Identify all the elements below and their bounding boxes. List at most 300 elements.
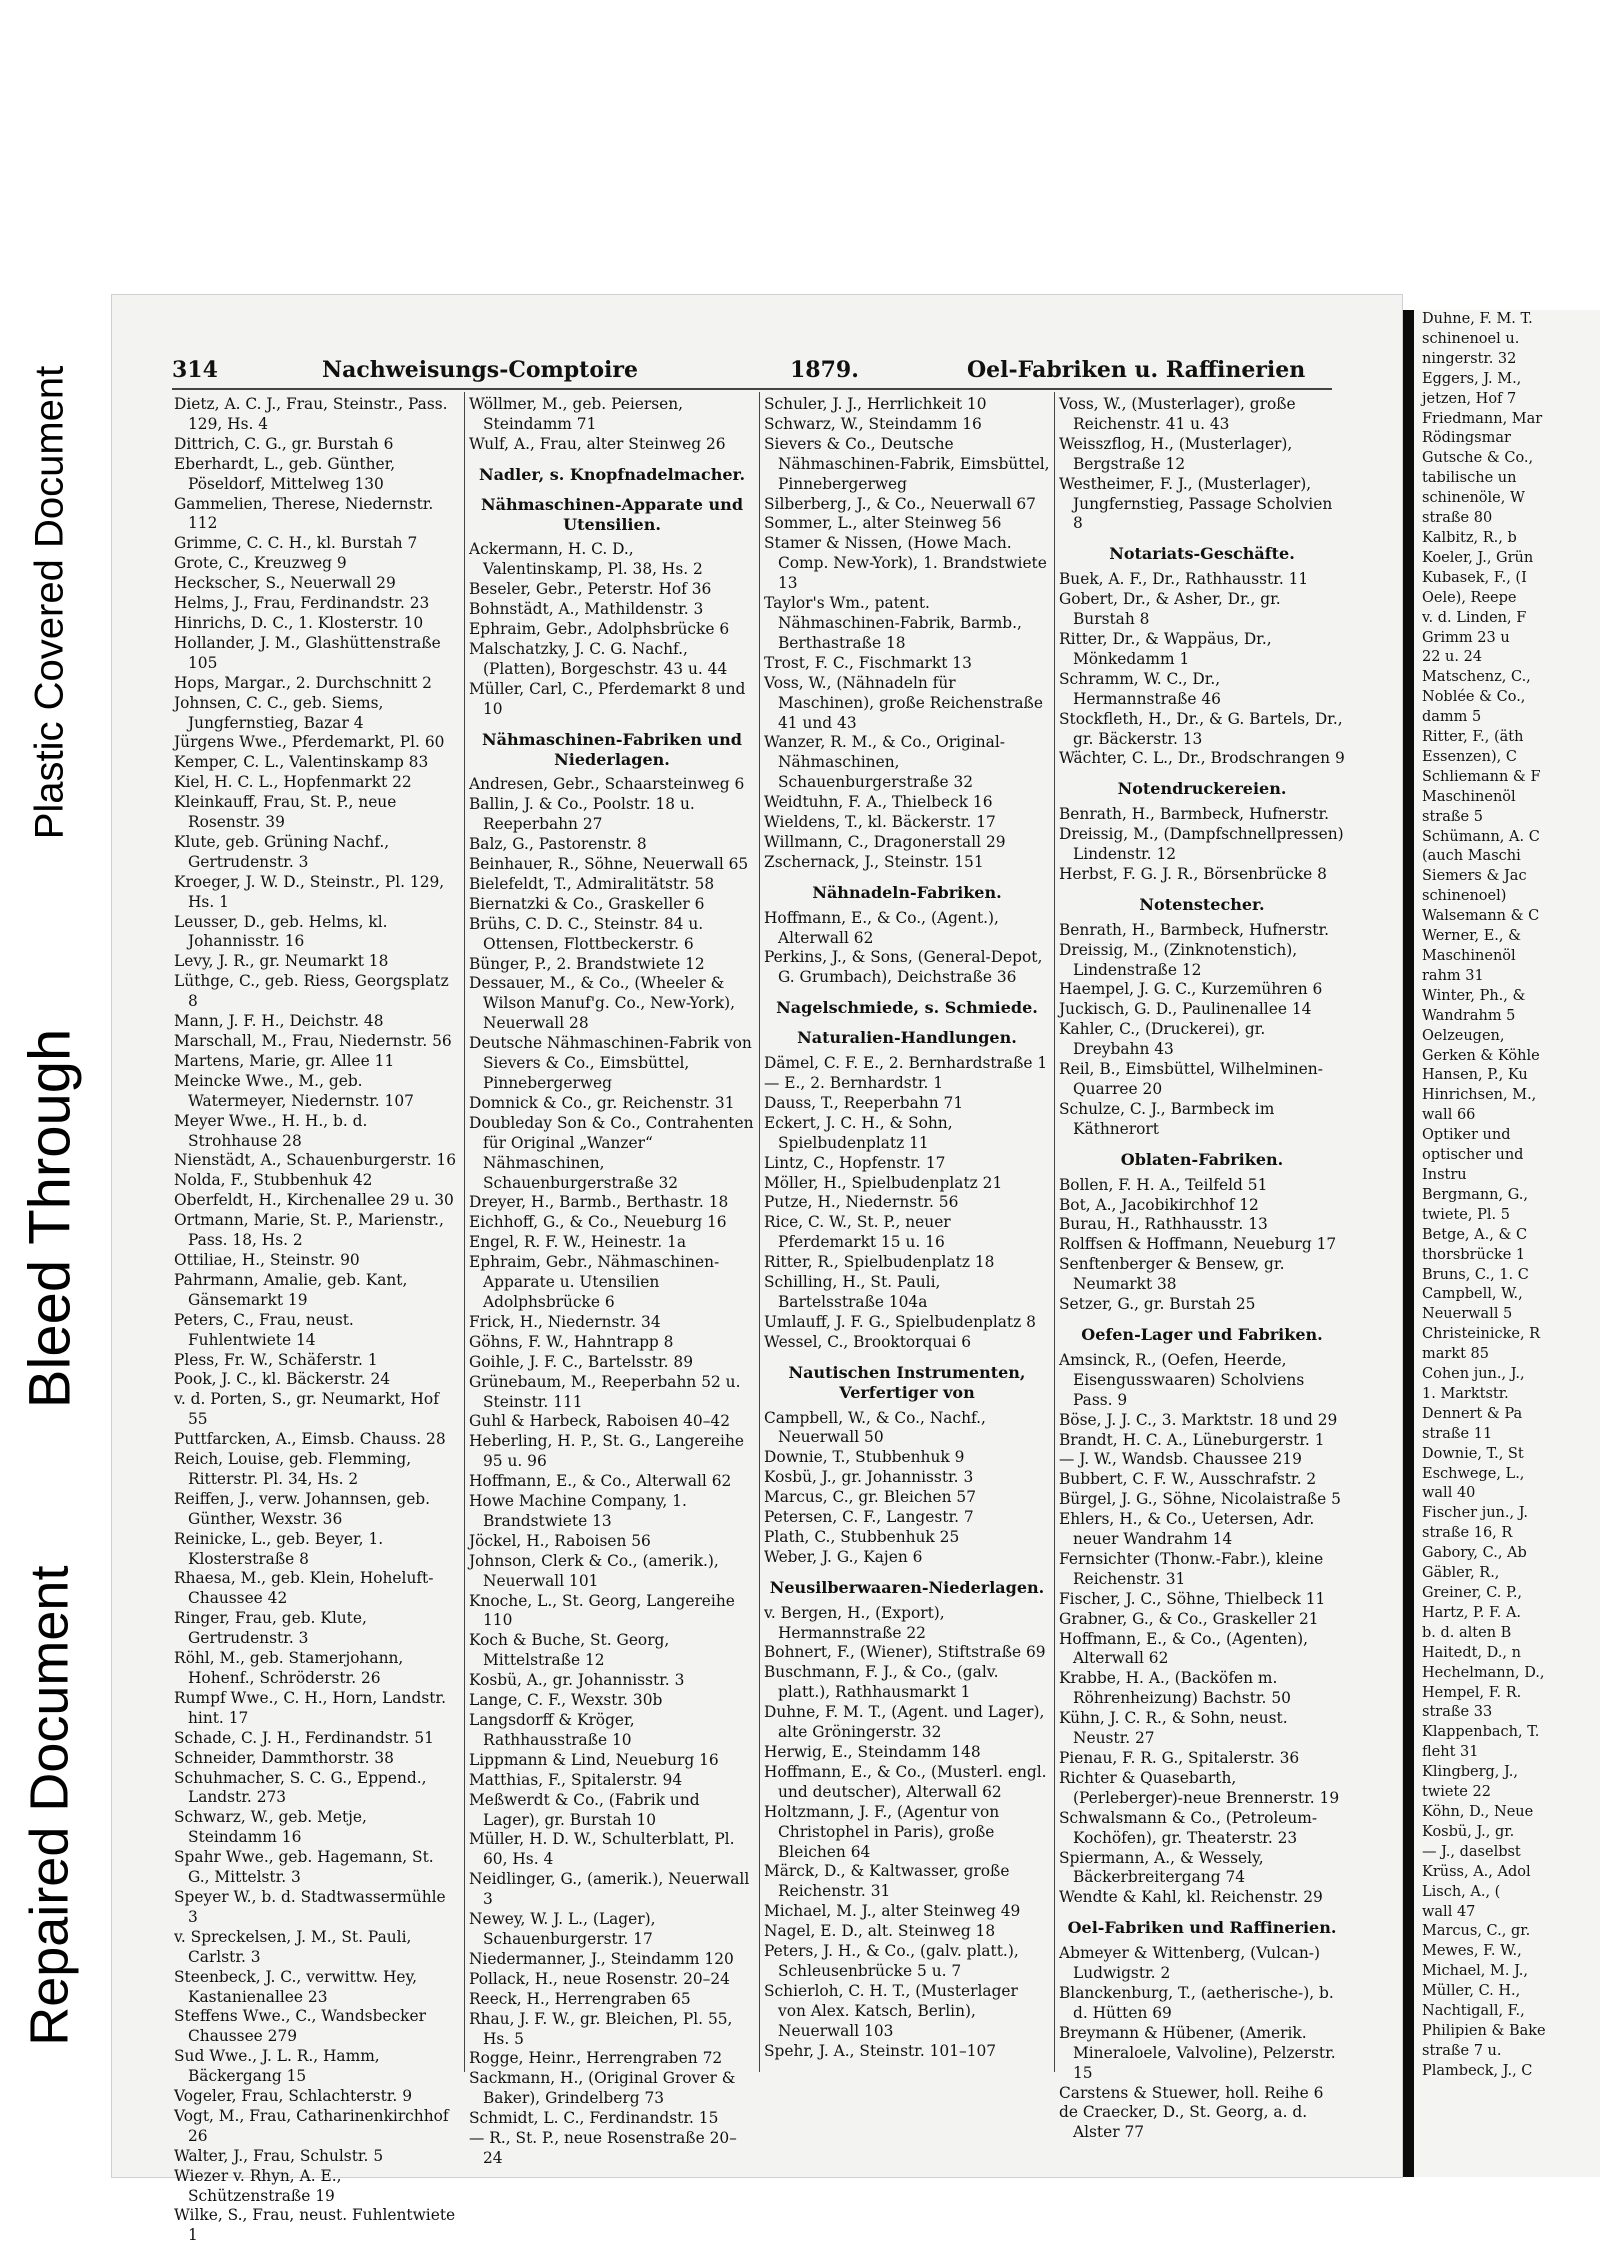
directory-entry: Kroeger, J. W. D., Steinstr., Pl. 129, Hs. 1	[174, 872, 445, 911]
directory-entry: Knoche, L., St. Georg, Langereihe 110	[469, 1591, 735, 1630]
directory-entry: Sackmann, H., (Original Grover & Baker), Grindelberg 73	[469, 2069, 736, 2108]
adjacent-page-text: v. d. Linden, F	[1422, 609, 1527, 626]
adjacent-page-text: twiete 22	[1422, 1784, 1491, 1801]
adjacent-page-text: Schümann, A. C	[1422, 828, 1540, 845]
adjacent-page-text: straße 5	[1422, 808, 1483, 825]
directory-entry: Lüthge, C., geb. Riess, Georgsplatz 8	[174, 972, 449, 1011]
directory-entry: Müller, H. D. W., Schulterblatt, Pl. 60, Hs. 4	[469, 1830, 735, 1869]
directory-entry: Märck, D., & Kaltwasser, große Reichenstr. 31	[764, 1862, 1010, 1901]
running-title-right: Oel-Fabriken u. Raffinerien	[967, 357, 1306, 383]
directory-entry: Putze, H., Niedernstr. 56	[764, 1193, 959, 1212]
directory-entry: Puttfarcken, A., Eimsb. Chauss. 28	[174, 1430, 446, 1449]
adjacent-page-text: Dennert & Pa	[1422, 1405, 1523, 1422]
directory-entry: Schmidt, L. C., Ferdinandstr. 15	[469, 2109, 719, 2128]
adjacent-page-text: Campbell, W.,	[1422, 1286, 1523, 1303]
adjacent-page-text: Essenzen), C	[1422, 748, 1517, 765]
directory-entry: Wessel, C., Brooktorquai 6	[764, 1332, 972, 1351]
directory-entry: Ritter, R., Spielbudenplatz 18	[764, 1253, 995, 1272]
directory-entry: Spiermann, A., & Wessely, Bäckerbreitergang 74	[1059, 1848, 1264, 1887]
section-heading: Naturalien-Handlungen.	[797, 1028, 1017, 1048]
directory-entry: Balz, G., Pastorenstr. 8	[469, 835, 647, 854]
adjacent-page-text: thorsbrücke 1	[1422, 1246, 1526, 1263]
directory-entry: Pollack, H., neue Rosenstr. 20–24	[469, 1969, 730, 1988]
adjacent-page-text: 22 u. 24	[1422, 649, 1483, 666]
adjacent-page-text: Kalbitz, R., b	[1422, 529, 1517, 546]
adjacent-page-text: Rödingsmar	[1422, 430, 1511, 447]
directory-entry: Wendte & Kahl, kl. Reichenstr. 29	[1059, 1888, 1323, 1907]
directory-entry: Marschall, M., Frau, Niedernstr. 56	[174, 1032, 452, 1050]
adjacent-page-text: Cohen jun., J.,	[1422, 1366, 1525, 1383]
section-heading: Notenstecher.	[1139, 894, 1265, 914]
column-divider	[1054, 392, 1055, 2072]
adjacent-page-text: Siemers & Jac	[1422, 868, 1527, 885]
directory-entry: Zschernack, J., Steinstr. 151	[764, 852, 984, 871]
adjacent-page-text: Eschwege, L.,	[1422, 1465, 1525, 1482]
overlay-labels-panel	[0, 0, 100, 2177]
directory-entry: Schneider, Dammthorstr. 38	[174, 1748, 394, 1767]
directory-entry: Eckert, J. C. H., & Sohn, Spielbudenplatz 11	[764, 1113, 953, 1152]
year: 1879.	[790, 357, 859, 383]
adjacent-page-text: Philipien & Bake	[1422, 2022, 1546, 2039]
directory-entry: Westheimer, F. J., (Musterlager), Jungfernstieg, Passage Scholvien 8	[1059, 474, 1333, 533]
directory-entry: Reinicke, L., geb. Beyer, 1. Klosterstraße 8	[174, 1529, 384, 1568]
adjacent-page-text: wall 40	[1422, 1485, 1476, 1502]
directory-entry: Schwarz, W., Steindamm 16	[764, 414, 982, 433]
adjacent-page-text: Bergmann, G.,	[1422, 1186, 1529, 1203]
adjacent-page-text: Optiker und	[1422, 1127, 1511, 1144]
directory-entry: Juckisch, G. D., Paulinenallee 14	[1059, 1000, 1312, 1019]
adjacent-page-text: Hartz, P. F. A.	[1422, 1604, 1522, 1621]
adjacent-page-text: b. d. alten B	[1422, 1624, 1512, 1641]
directory-entry: Böse, J. J. C., 3. Marktstr. 18 und 29	[1059, 1410, 1338, 1429]
directory-entry: Haempel, J. G. C., Kurzemühren 6	[1059, 980, 1323, 999]
directory-entry: Hoffmann, E., & Co., (Agenten), Alterwall 62	[1059, 1629, 1309, 1668]
directory-entry: Heckscher, S., Neuerwall 29	[174, 574, 396, 593]
adjacent-page-text: Friedmann, Mar	[1422, 410, 1543, 427]
directory-entry: Carstens & Stuewer, holl. Reihe 6	[1059, 2083, 1324, 2102]
adjacent-page-text: wall 47	[1422, 1903, 1476, 1920]
directory-entry: Hoffmann, E., & Co., (Musterl. engl. und deutscher), Alterwall 62	[764, 1762, 1047, 1801]
adjacent-page-text: Oele), Reepe	[1422, 589, 1517, 606]
adjacent-page-text: straße 80	[1422, 510, 1493, 527]
adjacent-page-text: rahm 31	[1422, 967, 1484, 984]
directory-entry: Marcus, C., gr. Bleichen 57	[764, 1488, 977, 1507]
column-divider	[759, 392, 760, 2072]
adjacent-page-text: — J., daselbst	[1422, 1843, 1521, 1860]
directory-entry: Guhl & Harbeck, Raboisen 40–42	[469, 1412, 731, 1431]
directory-entry: Pahrmann, Amalie, geb. Kant, Gänsemarkt 19	[174, 1270, 408, 1309]
adjacent-page-text: Ritter, F., (äth	[1422, 729, 1524, 746]
directory-entry: Ephraim, Gebr., Nähmaschinen-Apparate u. Utensilien Adolphsbrücke 6	[469, 1253, 720, 1311]
adjacent-page-fragment	[1414, 310, 1600, 2177]
directory-column-1	[174, 395, 460, 2246]
directory-entry: Rice, C. W., St. P., neuer Pferdemarkt 15 u. 16	[764, 1213, 951, 1252]
adjacent-page-text: Werner, E., &	[1422, 928, 1522, 945]
page-number: 314	[172, 357, 218, 383]
directory-entry: Malschatzky, J. C. G. Nachf., (Platten), Borgeschstr. 43 u. 44	[469, 639, 728, 678]
directory-entry: Göhns, F. W., Hahntrapp 8	[469, 1332, 674, 1351]
directory-entry: Weidtuhn, F. A., Thielbeck 16	[764, 793, 993, 812]
directory-entry: Dämel, C. F. E., 2. Bernhardstraße 1	[764, 1054, 1048, 1073]
directory-entry: Wulf, A., Frau, alter Steinweg 26	[469, 434, 726, 453]
directory-entry: v. d. Porten, S., gr. Neumarkt, Hof 55	[174, 1390, 439, 1429]
directory-entry: Deutsche Nähmaschinen-Fabrik von Sievers & Co., Eimsbüttel, Pinnebergerweg	[469, 1034, 752, 1092]
directory-entry: Nagel, E. D., alt. Steinweg 18	[764, 1922, 996, 1941]
directory-entry: Dreissig, M., (Dampfschnellpressen) Lindenstr. 12	[1059, 825, 1344, 864]
directory-column-2	[469, 395, 755, 2169]
adjacent-page-text: 1. Marktstr.	[1422, 1385, 1509, 1402]
directory-entry: Dreissig, M., (Zinknotenstich), Lindenstraße 12	[1059, 940, 1298, 979]
adjacent-page-text: Oelzeugen,	[1422, 1027, 1505, 1044]
directory-entry: Kiel, H. C. L., Hopfenmarkt 22	[174, 773, 412, 792]
directory-entry: Wöllmer, M., geb. Peiersen, Steindamm 71	[469, 395, 684, 433]
directory-entry: Dessauer, M., & Co., (Wheeler & Wilson Manuf'g. Co., New-York), Neuerwall 28	[469, 974, 736, 1033]
section-heading: Oel-Fabriken und Raffinerien.	[1067, 1918, 1337, 1938]
directory-entry: Nolda, F., Stubbenhuk 42	[174, 1171, 373, 1190]
adjacent-page-text: fleht 31	[1422, 1744, 1479, 1761]
adjacent-page-text: Matschenz, C.,	[1422, 669, 1531, 686]
directory-entry: Dauss, T., Reeperbahn 71	[764, 1093, 964, 1112]
adjacent-page-text: Klappenbach, T.	[1422, 1724, 1540, 1741]
adjacent-page-text: Christeinicke, R	[1422, 1326, 1541, 1343]
directory-entry: Fischer, J. C., Söhne, Thielbeck 11	[1059, 1589, 1326, 1608]
page-header	[172, 357, 1332, 389]
directory-entry: Pook, J. C., kl. Bäckerstr. 24	[174, 1370, 391, 1389]
directory-entry: Koch & Buche, St. Georg, Mittelstraße 12	[469, 1631, 670, 1670]
directory-entry: Jöckel, H., Raboisen 56	[469, 1531, 651, 1550]
adjacent-page-text: Instru	[1422, 1166, 1467, 1183]
directory-entry: Grote, C., Kreuzweg 9	[174, 554, 347, 573]
directory-entry: Biernatzki & Co., Graskeller 6	[469, 894, 705, 913]
gutter-top-blank	[1392, 0, 1600, 310]
directory-entry: Röhl, M., geb. Stamerjohann, Hohenf., Schröderstr. 26	[174, 1649, 404, 1687]
adjacent-page-text: Plambeck, J., C	[1422, 2062, 1533, 2079]
directory-entry: Umlauff, J. F. G., Spielbudenplatz 8	[764, 1312, 1036, 1331]
directory-entry: Hoffmann, E., & Co., Alterwall 62	[469, 1472, 732, 1491]
directory-entry: Beseler, Gebr., Peterstr. Hof 36	[469, 580, 712, 599]
adjacent-page-text: Marcus, C., gr.	[1422, 1923, 1531, 1940]
directory-entry: Vogt, M., Frau, Catharinenkirchhof 26	[174, 2106, 449, 2145]
directory-entry: Speyer W., b. d. Stadtwassermühle 3	[174, 1887, 446, 1926]
directory-entry: Benrath, H., Barmbeck, Hufnerstr.	[1059, 920, 1330, 939]
directory-entry: Pienau, F. R. G., Spitalerstr. 36	[1059, 1749, 1300, 1767]
directory-entry: Niedermanner, J., Steindamm 120	[469, 1949, 734, 1968]
directory-entry: Howe Machine Company, 1. Brandstwiete 13	[469, 1492, 687, 1530]
directory-entry: Michael, M. J., alter Steinweg 49	[764, 1902, 1021, 1921]
directory-entry: Petersen, C. F., Langestr. 7	[764, 1508, 974, 1527]
directory-entry: Downie, T., Stubbenhuk 9	[764, 1448, 965, 1467]
directory-entry: Abmeyer & Wittenberg, (Vulcan-) Ludwigstr. 2	[1059, 1944, 1321, 1983]
directory-entry: Kahler, C., (Druckerei), gr. Dreybahn 43	[1059, 1020, 1266, 1059]
adjacent-page-text: schinenoel)	[1422, 888, 1507, 905]
directory-entry: Leusser, D., geb. Helms, kl. Johannisstr. 16	[174, 912, 388, 951]
directory-entry: Benrath, H., Barmbeck, Hufnerstr.	[1059, 805, 1330, 824]
adjacent-page-text: straße 7 u.	[1422, 2042, 1502, 2059]
directory-entry: Plath, C., Stubbenhuk 25	[764, 1527, 960, 1546]
adjacent-page-text: Hechelmann, D.,	[1422, 1664, 1545, 1681]
directory-entry: Wilke, S., Frau, neust. Fuhlentwiete 1	[174, 2206, 456, 2245]
directory-entry: Buek, A. F., Dr., Rathhausstr. 11	[1059, 570, 1309, 589]
directory-entry: Pless, Fr. W., Schäferstr. 1	[174, 1350, 378, 1369]
adjacent-page-text: Krüss, A., Adol	[1422, 1863, 1531, 1880]
adjacent-page-text: Mewes, F. W.,	[1422, 1943, 1522, 1960]
directory-entry: Doubleday Son & Co., Contrahenten für Original „Wanzer“ Nähmaschinen, Schauenburgerstraße 32	[469, 1113, 754, 1192]
adjacent-page-text: straße 11	[1422, 1425, 1493, 1442]
directory-entry: v. Spreckelsen, J. M., St. Pauli, Carlstr. 3	[174, 1927, 412, 1966]
directory-entry: Matthias, F., Spitalerstr. 94	[469, 1770, 683, 1789]
directory-entry: Meincke Wwe., M., geb. Watermeyer, Niedernstr. 107	[174, 1071, 414, 1110]
directory-entry: Heberling, H. P., St. G., Langereihe 95 u. 96	[469, 1432, 744, 1471]
directory-entry: Bubbert, C. F. W., Ausschrafstr. 2	[1059, 1470, 1317, 1489]
directory-entry: Eberhardt, L., geb. Günther, Pöseldorf, Mittelweg 130	[174, 454, 396, 493]
directory-entry: Schwarz, W., geb. Metje, Steindamm 16	[174, 1808, 367, 1847]
directory-entry: Buschmann, F. J., & Co., (galv. platt.), Rathhausmarkt 1	[764, 1663, 999, 1702]
directory-entry: Bürgel, J. G., Söhne, Nicolaistraße 5	[1059, 1490, 1341, 1509]
directory-entry: Lange, C. F., Wexstr. 30b	[469, 1691, 663, 1710]
directory-entry: Wanzer, R. M., & Co., Original-Nähmaschinen, Schauenburgerstraße 32	[764, 733, 1005, 792]
directory-entry: Spahr Wwe., geb. Hagemann, St. G., Mittelstr. 3	[174, 1848, 434, 1887]
directory-entry: Voss, W., (Nähnadeln für Maschinen), große Reichenstraße 41 und 43	[764, 673, 1043, 732]
adjacent-page-text: Wandrahm 5	[1422, 1007, 1516, 1024]
directory-entry: Reich, Louise, geb. Flemming, Ritterstr. Pl. 34, Hs. 2	[174, 1450, 412, 1488]
directory-entry: Sommer, L., alter Steinweg 56	[764, 514, 1002, 533]
directory-entry: Duhne, F. M. T., (Agent. und Lager), alte Gröningerstr. 32	[764, 1703, 1045, 1742]
column-divider	[464, 392, 465, 2072]
directory-entry: Brühs, C. D. C., Steinstr. 84 u. Ottensen, Flottbeckerstr. 6	[469, 914, 704, 953]
directory-entry: Stockfleth, H., Dr., & G. Bartels, Dr., gr. Bäckerstr. 13	[1059, 709, 1343, 748]
directory-entry: Schwalsmann & Co., (Petroleum-Kochöfen), gr. Theaterstr. 23	[1059, 1808, 1318, 1847]
directory-entry: Fernsichter (Thonw.-Fabr.), kleine Reichenstr. 31	[1059, 1549, 1324, 1588]
directory-entry: Campbell, W., & Co., Nachf., Neuerwall 50	[764, 1408, 986, 1447]
directory-entry: Setzer, G., gr. Burstah 25	[1059, 1295, 1256, 1314]
adjacent-page-text: Bruns, C., 1. C	[1422, 1266, 1529, 1283]
directory-entry: Herbst, F. G. J. R., Börsenbrücke 8	[1059, 864, 1327, 883]
directory-entry: Nienstädt, A., Schauenburgerstr. 16	[174, 1151, 457, 1170]
directory-entry: Langsdorff & Kröger, Rathhausstraße 10	[469, 1711, 635, 1749]
directory-entry: Sud Wwe., J. L. R., Hamm, Bäckergang 15	[174, 2047, 380, 2086]
adjacent-page-text: Hansen, P., Ku	[1422, 1067, 1528, 1084]
directory-entry: Ottiliae, H., Steinstr. 90	[174, 1250, 360, 1269]
section-heading: Notariats-Geschäfte.	[1109, 544, 1295, 564]
adjacent-page-text: Gerken & Köhle	[1422, 1047, 1540, 1064]
directory-entry: Ballin, J. & Co., Poolstr. 18 u. Reeperbahn 27	[469, 795, 695, 834]
directory-entry: Ortmann, Marie, St. P., Marienstr., Pass. 18, Hs. 2	[174, 1211, 444, 1250]
directory-entry: Jürgens Wwe., Pferdemarkt, Pl. 60	[174, 733, 445, 752]
header-rule	[172, 388, 1332, 390]
section-heading: Nautischen Instrumenten, Verfertiger von	[788, 1362, 1026, 1402]
directory-entry: Kemper, C. L., Valentinskamp 83	[174, 753, 429, 772]
overlay-label-bleed: Bleed Through	[17, 1028, 83, 1409]
directory-entry: Rhau, J. F. W., gr. Bleichen, Pl. 55, Hs. 5	[469, 2009, 733, 2048]
directory-entry: Reil, B., Eimsbüttel, Wilhelminen-Quarree 20	[1059, 1060, 1323, 1098]
directory-entry: Müller, Carl, C., Pferdemarkt 8 und 10	[469, 679, 746, 718]
directory-entry: Schramm, W. C., Dr., Hermannstraße 46	[1059, 669, 1221, 708]
adjacent-page-text: Gabory, C., Ab	[1422, 1545, 1527, 1562]
adjacent-page-text: Lisch, A., (	[1422, 1883, 1501, 1900]
adjacent-page-text: Köhn, D., Neue	[1422, 1803, 1534, 1820]
directory-entry: Vogeler, Frau, Schlachterstr. 9	[174, 2087, 412, 2106]
directory-entry: Weber, J. G., Kajen 6	[764, 1547, 923, 1566]
directory-entry: Newey, W. J. L., (Lager), Schauenburgerstr. 17	[469, 1910, 656, 1948]
section-heading: Nagelschmiede, s. Schmiede.	[776, 998, 1038, 1018]
adjacent-page-text: Hempel, F. R.	[1422, 1684, 1522, 1701]
adjacent-page-text: Duhne, F. M. T.	[1422, 311, 1533, 327]
directory-entry: Frick, H., Niedernstr. 34	[469, 1312, 661, 1331]
directory-entry: Grimme, C. C. H., kl. Burstah 7	[174, 534, 418, 553]
directory-entry: Taylor's Wm., patent. Nähmaschinen-Fabrik, Barmb., Berthastraße 18	[764, 594, 1022, 652]
directory-entry: Trost, F. C., Fischmarkt 13	[764, 653, 972, 672]
section-heading: Oefen-Lager und Fabriken.	[1081, 1324, 1323, 1344]
adjacent-page-text: optischer und	[1422, 1147, 1524, 1164]
directory-entry: Weisszflog, H., (Musterlager), Bergstraße 12	[1059, 434, 1293, 473]
adjacent-page-text: Walsemann & C	[1422, 908, 1540, 925]
adjacent-page-text: Haitedt, D., n	[1422, 1644, 1521, 1661]
directory-entry: Dreyer, H., Barmb., Berthastr. 18	[469, 1193, 729, 1212]
adjacent-page-text: Eggers, J. M.,	[1422, 370, 1522, 387]
adjacent-page-text: Greiner, C. P.,	[1422, 1585, 1523, 1601]
directory-entry: Reiffen, J., verw. Johannsen, geb. Günther, Wexstr. 36	[174, 1489, 431, 1528]
directory-entry: Levy, J. R., gr. Neumarkt 18	[174, 952, 389, 971]
directory-entry: Senftenberger & Bensew, gr. Neumarkt 38	[1059, 1255, 1285, 1294]
directory-entry: Walter, J., Frau, Schulstr. 5	[174, 2146, 384, 2165]
directory-entry: Herwig, E., Steindamm 148	[764, 1743, 981, 1761]
directory-entry: Schierloh, C. H. T., (Musterlager von Alex. Katsch, Berlin), Neuerwall 103	[764, 1981, 1018, 2040]
directory-entry: Schuhmacher, S. C. G., Eppend., Landstr. 273	[174, 1768, 427, 1807]
directory-entry: Rumpf Wwe., C. H., Horn, Landstr. hint. 17	[174, 1688, 446, 1727]
directory-entry: Helms, J., Frau, Ferdinandstr. 23	[174, 594, 430, 613]
adjacent-page-text: Fischer jun., J.	[1422, 1505, 1529, 1522]
adjacent-page-text: Downie, T., St	[1422, 1445, 1524, 1462]
adjacent-page-text: Müller, C. H.,	[1422, 1983, 1521, 2000]
section-heading: Nähmaschinen-Apparate und Utensilien.	[480, 494, 743, 534]
directory-entry: Dietz, A. C. J., Frau, Steinstr., Pass. 129, Hs. 4	[174, 395, 448, 433]
directory-entry: Martens, Marie, gr. Allee 11	[174, 1051, 395, 1070]
directory-entry: Klute, geb. Grüning Nachf., Gertrudenstr. 3	[174, 832, 390, 871]
directory-entry: Lintz, C., Hopfenstr. 17	[764, 1153, 946, 1172]
directory-entry: Wieldens, T., kl. Bäckerstr. 17	[764, 813, 996, 832]
adjacent-page-text: (auch Maschi	[1422, 848, 1521, 865]
adjacent-page-text: Gutsche & Co.,	[1422, 450, 1534, 467]
adjacent-page-text: Nachtigall, F.,	[1422, 2003, 1525, 2020]
section-heading: Oblaten-Fabriken.	[1120, 1149, 1284, 1169]
directory-entry: Voss, W., (Musterlager), große Reichenstr. 41 u. 43	[1059, 395, 1296, 433]
directory-entry: Burau, H., Rathhausstr. 13	[1059, 1215, 1268, 1234]
directory-entry: Kleinkauff, Frau, St. P., neue Rosenstr. 39	[174, 793, 397, 832]
overlay-label-repaired: Repaired Document	[19, 1565, 80, 2046]
directory-entry: Stamer & Nissen, (Howe Mach. Comp. New-York), 1. Brandstwiete 13	[764, 534, 1047, 593]
adjacent-page-text: Kubasek, F., (I	[1422, 569, 1527, 586]
directory-entry: Gobert, Dr., & Asher, Dr., gr. Burstah 8	[1059, 590, 1281, 629]
directory-entry: — R., St. P., neue Rosenstraße 20–24	[469, 2129, 737, 2167]
directory-entry: Wächter, C. L., Dr., Brodschrangen 9	[1059, 749, 1345, 768]
adjacent-page-text: Michael, M. J.,	[1422, 1963, 1528, 1980]
section-heading: Neusilberwaaren-Niederlagen.	[769, 1577, 1045, 1597]
directory-column-3	[764, 395, 1050, 2062]
directory-entry: Schade, C. J. H., Ferdinandstr. 51	[174, 1728, 434, 1747]
directory-entry: Ackermann, H. C. D., Valentinskamp, Pl. 38, Hs. 2	[469, 540, 703, 579]
directory-entry: Richter & Quasebarth, (Perleberger)-neue Brennerstr. 19	[1059, 1768, 1340, 1807]
directory-entry: Kosbü, A., gr. Johannisstr. 3	[469, 1671, 685, 1690]
directory-entry: Johnson, Clerk & Co., (amerik.), Neuerwall 101	[469, 1551, 719, 1590]
directory-entry: Mann, J. F. H., Deichstr. 48	[174, 1012, 384, 1031]
directory-entry: Möller, H., Spielbudenplatz 21	[764, 1173, 1003, 1192]
directory-entry: Meyer Wwe., H. H., b. d. Strohhause 28	[174, 1111, 368, 1150]
adjacent-page-text: Grimm 23 u	[1422, 629, 1510, 646]
adjacent-page-text: Neuerwall 5	[1422, 1306, 1513, 1323]
directory-entry: Silberberg, J., & Co., Neuerwall 67	[764, 494, 1036, 513]
directory-entry: Ephraim, Gebr., Adolphsbrücke 6	[469, 620, 730, 639]
adjacent-page-text: Betge, A., & C	[1422, 1226, 1528, 1243]
directory-entry: Beinhauer, R., Söhne, Neuerwall 65	[469, 855, 749, 874]
directory-entry: Bot, A., Jacobikirchhof 12	[1059, 1195, 1259, 1214]
directory-entry: Bohnert, F., (Wiener), Stiftstraße 69	[764, 1643, 1046, 1662]
directory-entry: Kühn, J. C. R., & Sohn, neust. Neustr. 27	[1059, 1709, 1288, 1748]
adjacent-page-text: tabilische un	[1422, 470, 1517, 487]
directory-entry: Bohnstädt, A., Mathildenstr. 3	[469, 600, 704, 619]
adjacent-page-text: Noblée & Co.,	[1422, 689, 1526, 706]
adjacent-page-text: jetzen, Hof 7	[1422, 390, 1517, 407]
adjacent-page-text: Hinrichsen, M.,	[1422, 1087, 1537, 1104]
directory-entry: Ehlers, H., & Co., Uetersen, Adr. neuer Wandrahm 14	[1059, 1510, 1315, 1549]
directory-entry: Wiezer v. Rhyn, A. E., Schützenstraße 19	[174, 2166, 342, 2205]
adjacent-page-text: Winter, Ph., &	[1422, 987, 1526, 1004]
directory-entry: Bünger, P., 2. Brandstwiete 12	[469, 954, 705, 973]
directory-entry: Schuler, J. J., Herrlichkeit 10	[764, 395, 987, 413]
directory-entry: Sievers & Co., Deutsche Nähmaschinen-Fabrik, Eimsbüttel, Pinnebergerweg	[764, 434, 1050, 493]
directory-entry: Blanckenburg, T., (aetherische-), b. d. Hütten 69	[1059, 1983, 1334, 2022]
directory-entry: Grabner, G., & Co., Graskeller 21	[1059, 1609, 1319, 1628]
directory-entry: de Craecker, D., St. Georg, a. d. Alster 77	[1059, 2103, 1308, 2142]
directory-entry: Perkins, J., & Sons, (General-Depot, G. Grumbach), Deichstraße 36	[764, 948, 1043, 987]
directory-entry: Brandt, H. C. A., Lüneburgerstr. 1	[1059, 1430, 1325, 1449]
adjacent-page-text: Klingberg, J.,	[1422, 1764, 1518, 1781]
section-heading: Notendruckereien.	[1117, 779, 1287, 799]
adjacent-page-text: Koeler, J., Grün	[1422, 549, 1534, 566]
adjacent-page-text: wall 66	[1422, 1107, 1476, 1124]
adjacent-page-text: Kosbü, J., gr.	[1422, 1823, 1515, 1840]
directory-entry: Goihle, J. F. C., Bartelsstr. 89	[469, 1352, 694, 1371]
directory-entry: Amsinck, R., (Oefen, Heerde, Eisengusswaaren) Scholviens Pass. 9	[1059, 1350, 1305, 1409]
directory-entry: Ringer, Frau, geb. Klute, Gertrudenstr. 3	[174, 1609, 367, 1648]
directory-entry: Johnsen, C. C., geb. Siems, Jungfernstieg, Bazar 4	[174, 693, 384, 732]
directory-entry: Hoffmann, E., & Co., (Agent.), Alterwall 62	[764, 908, 999, 947]
directory-entry: Hops, Margar., 2. Durchschnitt 2	[174, 673, 432, 692]
directory-entry: Meßwerdt & Co., (Fabrik und Lager), gr. Burstah 10	[469, 1790, 700, 1829]
directory-entry: Reeck, H., Herrengraben 65	[469, 1989, 691, 2008]
adjacent-page-text: markt 85	[1422, 1346, 1489, 1363]
directory-entry: Oberfeldt, H., Kirchenallee 29 u. 30	[174, 1191, 454, 1210]
directory-entry: Willmann, C., Dragonerstall 29	[764, 832, 1006, 851]
directory-entry: Kosbü, J., gr. Johannisstr. 3	[764, 1468, 974, 1487]
directory-entry: Schulze, C. J., Barmbeck im Käthnerort	[1059, 1099, 1275, 1138]
overlay-label-plastic: Plastic Covered Document	[27, 365, 72, 840]
directory-entry: Grünebaum, M., Reeperbahn 52 u. Steinstr. 111	[469, 1372, 741, 1411]
adjacent-page-text: twiete, Pl. 5	[1422, 1206, 1510, 1223]
directory-entry: Bollen, F. H. A., Teilfeld 51	[1059, 1175, 1268, 1194]
directory-entry: Schilling, H., St. Pauli, Bartelsstraße 104a	[764, 1273, 941, 1311]
directory-entry: Rhaesa, M., geb. Klein, Hoheluft-Chaussee 42	[174, 1569, 434, 1608]
adjacent-page-text: schinenöle, W	[1422, 490, 1525, 507]
directory-entry: Rogge, Heinr., Herrengraben 72	[469, 2049, 723, 2068]
directory-entry: — E., 2. Bernhardstr. 1	[764, 1074, 944, 1092]
directory-entry: Andresen, Gebr., Schaarsteinweg 6	[469, 775, 745, 794]
running-title-left: Nachweisungs-Comptoire	[322, 357, 638, 383]
directory-entry: Neidlinger, G., (amerik.), Neuerwall 3	[469, 1870, 750, 1909]
directory-entry: Engel, R. F. W., Heinestr. 1a	[469, 1233, 687, 1252]
directory-entry: v. Bergen, H., (Export), Hermannstraße 22	[764, 1603, 945, 1642]
directory-entry: Bielefeldt, T., Admiralitätstr. 58	[469, 874, 715, 893]
directory-entry: Gammelien, Therese, Niedernstr. 112	[174, 494, 434, 533]
